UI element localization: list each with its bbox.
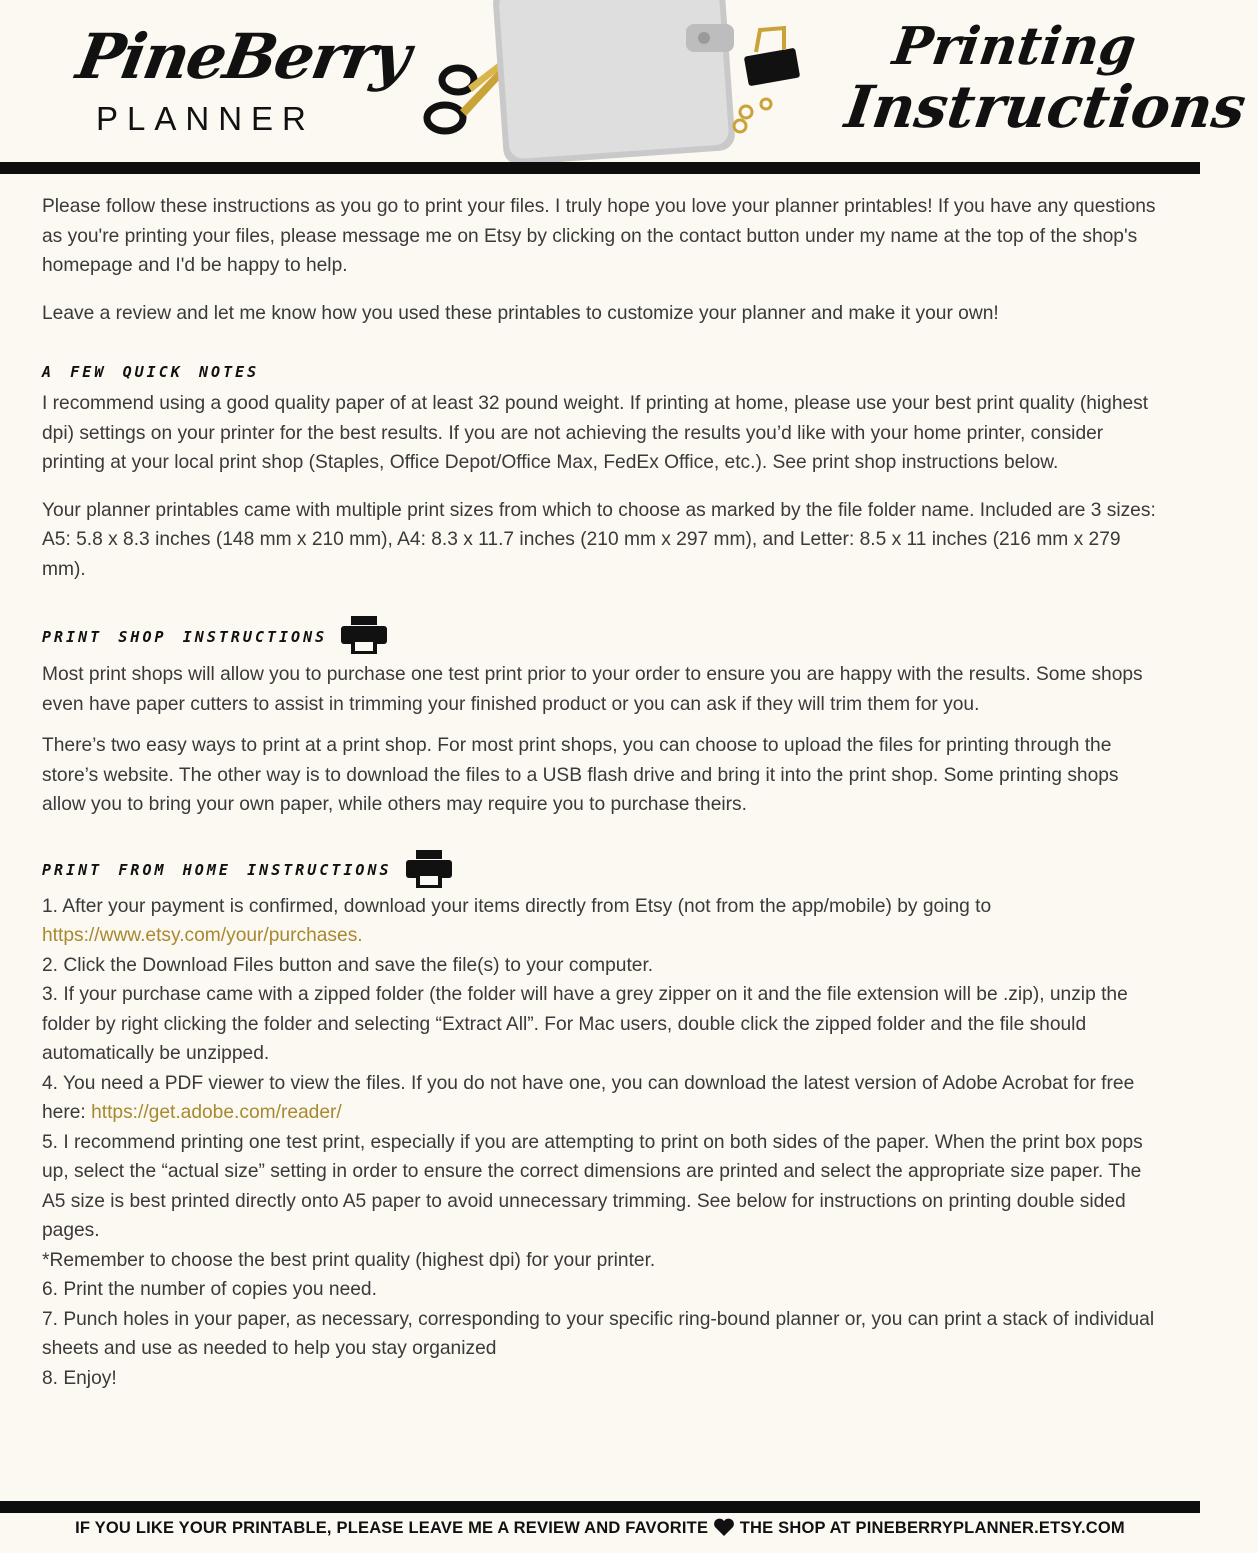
list-item: 5. I recommend printing one test print, especially if you are attempting to print on both sides of the paper. When the print box pops up, select the “actual size” setting in order to ensure the correct dimensions are printed and select the appropriate size paper. The A5 size is best printed directly onto A5 paper to avoid unnecessary trimming. See below for instructions on printing double sided pages. bbox=[42, 1131, 1143, 1241]
page-header bbox=[0, 0, 1250, 162]
intro-paragraph-1: Please follow these instructions as you go to print your files. I truly hope you love your planner printables! If you have any questions as you're printing your files, please message me on Etsy by clicking on the contact button under my name at the top of the shop's homepage and I'd be happy to help. bbox=[42, 196, 1156, 276]
print-home-heading-text: print from home instructions bbox=[42, 856, 392, 881]
page-title bbox=[841, 16, 1250, 141]
print-shop-heading-text: print shop instructions bbox=[42, 622, 328, 648]
binder-clip-image bbox=[744, 28, 800, 86]
list-item: 7. Punch holes in your paper, as necessary, corresponding to your specific ring-bound planner or, you can print a stack of individual sheets and use as needed to help you stay organized bbox=[42, 1308, 1155, 1359]
list-item bbox=[42, 1069, 1158, 1128]
print-shop-heading bbox=[42, 616, 1158, 654]
adobe-reader-link[interactable]: https://get.adobe.com/reader/ bbox=[91, 1102, 342, 1123]
top-divider bbox=[0, 162, 1200, 174]
brand-sub: PLANNER bbox=[96, 100, 315, 137]
list-item: 8. Enjoy! bbox=[42, 1367, 117, 1389]
printer-icon bbox=[341, 616, 387, 654]
title-line-2: Instructions bbox=[841, 73, 1250, 141]
notes-paragraph-1: I recommend using a good quality paper of at least 32 pound weight. If printing at home, please use your best print quality (highest dpi) settings on your printer for the best results. If you are not achieving the results you’d like with your home printer, consider printing at your local print shop (Staples, Office Depot/Office Max, FedEx Office, etc.). See print shop instructions below. bbox=[42, 393, 1149, 473]
list-item: 2. Click the Download Files button and save the file(s) to your computer. bbox=[42, 954, 654, 976]
list-item bbox=[42, 892, 1158, 951]
footer-text-before: IF YOU LIKE YOUR PRINTABLE, PLEASE LEAVE ME A REVIEW AND FAVORITE bbox=[75, 1519, 709, 1537]
intro-paragraph-2: Leave a review and let me know how you used these printables to customize your planner and make it your own! bbox=[42, 302, 999, 324]
step-1-text: 1. After your payment is confirmed, download your items directly from Etsy (not from the app/mobile) by going to bbox=[42, 895, 992, 917]
silver-planner-image bbox=[492, 0, 736, 166]
list-item: 6. Print the number of copies you need. bbox=[42, 1279, 377, 1300]
list-item: *Remember to choose the best print quality (highest dpi) for your printer. bbox=[42, 1249, 656, 1271]
print-home-steps bbox=[42, 892, 1158, 1394]
step-4-text: 4. You need a PDF viewer to view the files. If you do not have one, you can download the latest version of Adobe Acrobat for free here: bbox=[42, 1072, 1135, 1123]
footer-banner bbox=[0, 1518, 1200, 1538]
quick-notes-heading-text: a few quick notes bbox=[42, 358, 260, 383]
print-shop-paragraph-1: Most print shops will allow you to purchase one test print prior to your order to ensure you are happy with the results. Some shops even have paper cutters to assist in trimming your finished product or you can ask if they will trim them for you. bbox=[42, 664, 1143, 715]
gold-pins-image bbox=[734, 99, 771, 132]
print-home-heading bbox=[42, 850, 1158, 888]
main-content bbox=[42, 192, 1158, 1393]
bottom-divider bbox=[0, 1501, 1200, 1513]
quick-notes-heading bbox=[42, 358, 1158, 383]
brand-script: PineBerry bbox=[71, 20, 415, 93]
printer-icon bbox=[406, 850, 452, 888]
notes-paragraph-2: Your planner printables came with multiple print sizes from which to choose as marked by the file folder name. Included are 3 sizes: A5: 5.8 x 8.3 inches (148 mm x 210 mm), A4: 8.3 x 11.7 inches (210 mm x 297 mm), and Letter: 8.5 x 11 inches (216 mm x 279 mm). bbox=[42, 499, 1156, 580]
heart-icon bbox=[713, 1518, 735, 1536]
etsy-purchases-link[interactable]: https://www.etsy.com/your/purchases. bbox=[42, 925, 363, 946]
title-line-1: Printing bbox=[889, 16, 1140, 77]
brand-logo bbox=[71, 20, 415, 142]
planner-photo bbox=[400, 0, 810, 162]
print-shop-paragraph-2: There’s two easy ways to print at a print shop. For most print shops, you can choose to upload the files for printing through the store’s website. The other way is to download the files to a USB flash drive and bring it into the print shop. Some printing shops allow you to bring your own paper, while others may require you to purchase theirs. bbox=[42, 735, 1119, 815]
list-item: 3. If your purchase came with a zipped folder (the folder will have a grey zipper on it and the file extension will be .zip), unzip the folder by right clicking the folder and selecting “Extract All”. For Mac users, double click the zipped folder and the file should automatically be unzipped. bbox=[42, 984, 1128, 1064]
footer-text-after: THE SHOP AT PINEBERRYPLANNER.ETSY.COM bbox=[739, 1519, 1125, 1537]
